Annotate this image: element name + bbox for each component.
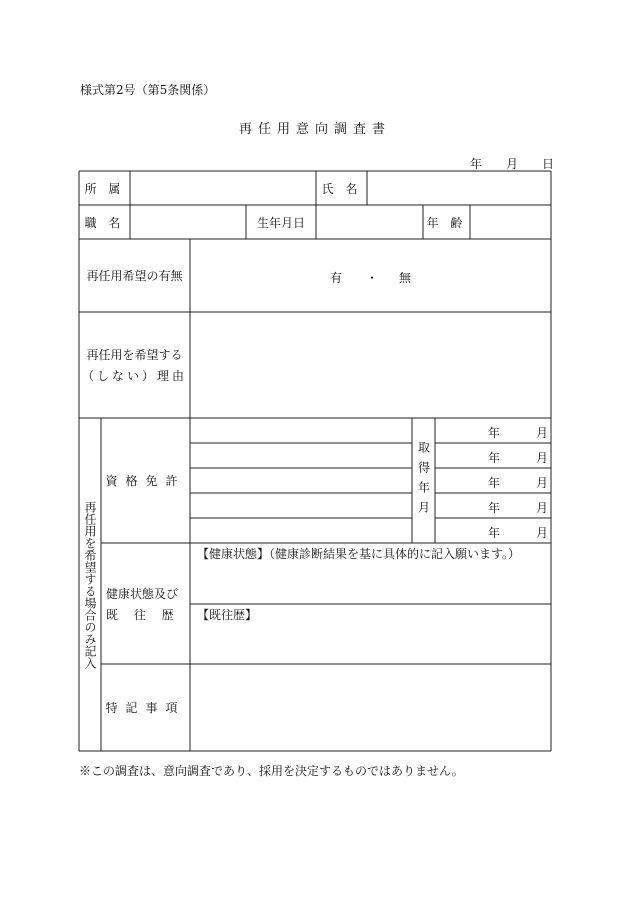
name-label: 氏 名: [321, 181, 362, 196]
age-label: 年 齢: [426, 215, 467, 230]
acquired-month-4: 月: [536, 501, 549, 515]
remarks-label: 特記事項: [105, 701, 186, 715]
affiliation-field[interactable]: [131, 172, 315, 204]
date-day-label: 日: [542, 157, 555, 171]
reemployment-wish-field[interactable]: [191, 240, 550, 311]
section-vertical-label: 再任用を希望する場合のみ記入: [83, 500, 97, 669]
license-field-1[interactable]: [191, 419, 411, 442]
reason-label: [79, 312, 190, 418]
acquired-year-1: 年: [488, 426, 501, 440]
remarks-field[interactable]: [191, 665, 550, 750]
history-field[interactable]: [191, 605, 550, 663]
license-label: 資格免許: [105, 474, 186, 488]
age-field[interactable]: [471, 206, 550, 238]
acquired-month-5: 月: [536, 526, 549, 540]
wish-no-option[interactable]: 無: [399, 271, 412, 285]
date-month-label: 月: [506, 157, 519, 171]
position-field[interactable]: [131, 206, 245, 238]
name-field[interactable]: [368, 172, 550, 204]
health-label-line2: 既 往 歴: [106, 607, 180, 622]
acquired-year-2: 年: [488, 451, 501, 465]
footer-note: ※この調査は、意向調査であり、採用を決定するものではありません。: [79, 764, 464, 778]
acquired-month-3: 月: [536, 476, 549, 490]
birthdate-label: 生年月日: [256, 215, 305, 230]
section-vertical-label-wrap: [79, 418, 101, 751]
acquired-year-5: 年: [488, 526, 501, 540]
acquired-label-wrap: [412, 418, 435, 543]
reemployment-wish-label: 再任用希望の有無: [86, 269, 183, 283]
health-field[interactable]: [191, 544, 550, 603]
license-field-3[interactable]: [191, 469, 411, 492]
health-note: 【健康状態】（健康診断結果を基に具体的に記入願います。）: [197, 547, 521, 561]
reason-label-line1: 再任用を希望する: [86, 348, 183, 362]
wish-separator: ・: [366, 271, 379, 285]
affiliation-label: 所 属: [84, 181, 125, 196]
health-label-line1: 健康状態及び: [106, 586, 179, 601]
health-label: [101, 543, 190, 664]
acquired-month-2: 月: [536, 451, 549, 465]
license-field-4[interactable]: [191, 494, 411, 517]
document-title: 再任用意向調査書: [238, 122, 391, 137]
wish-yes-option[interactable]: 有: [330, 271, 343, 285]
acquired-year-3: 年: [488, 476, 501, 490]
birthdate-field[interactable]: [317, 206, 422, 238]
license-field-2[interactable]: [191, 444, 411, 467]
acquired-label: 取得年月: [416, 440, 431, 521]
position-label: 職 名: [84, 215, 125, 230]
date-year-label: 年: [470, 157, 483, 171]
reason-field[interactable]: [191, 313, 550, 417]
acquired-year-4: 年: [488, 501, 501, 515]
form-number: 様式第2号（第5条関係）: [80, 83, 216, 97]
history-note: 【既往歴】: [197, 608, 258, 622]
license-field-5[interactable]: [191, 519, 411, 542]
acquired-month-1: 月: [536, 426, 549, 440]
reason-label-line2: （しない）理由: [81, 369, 187, 383]
